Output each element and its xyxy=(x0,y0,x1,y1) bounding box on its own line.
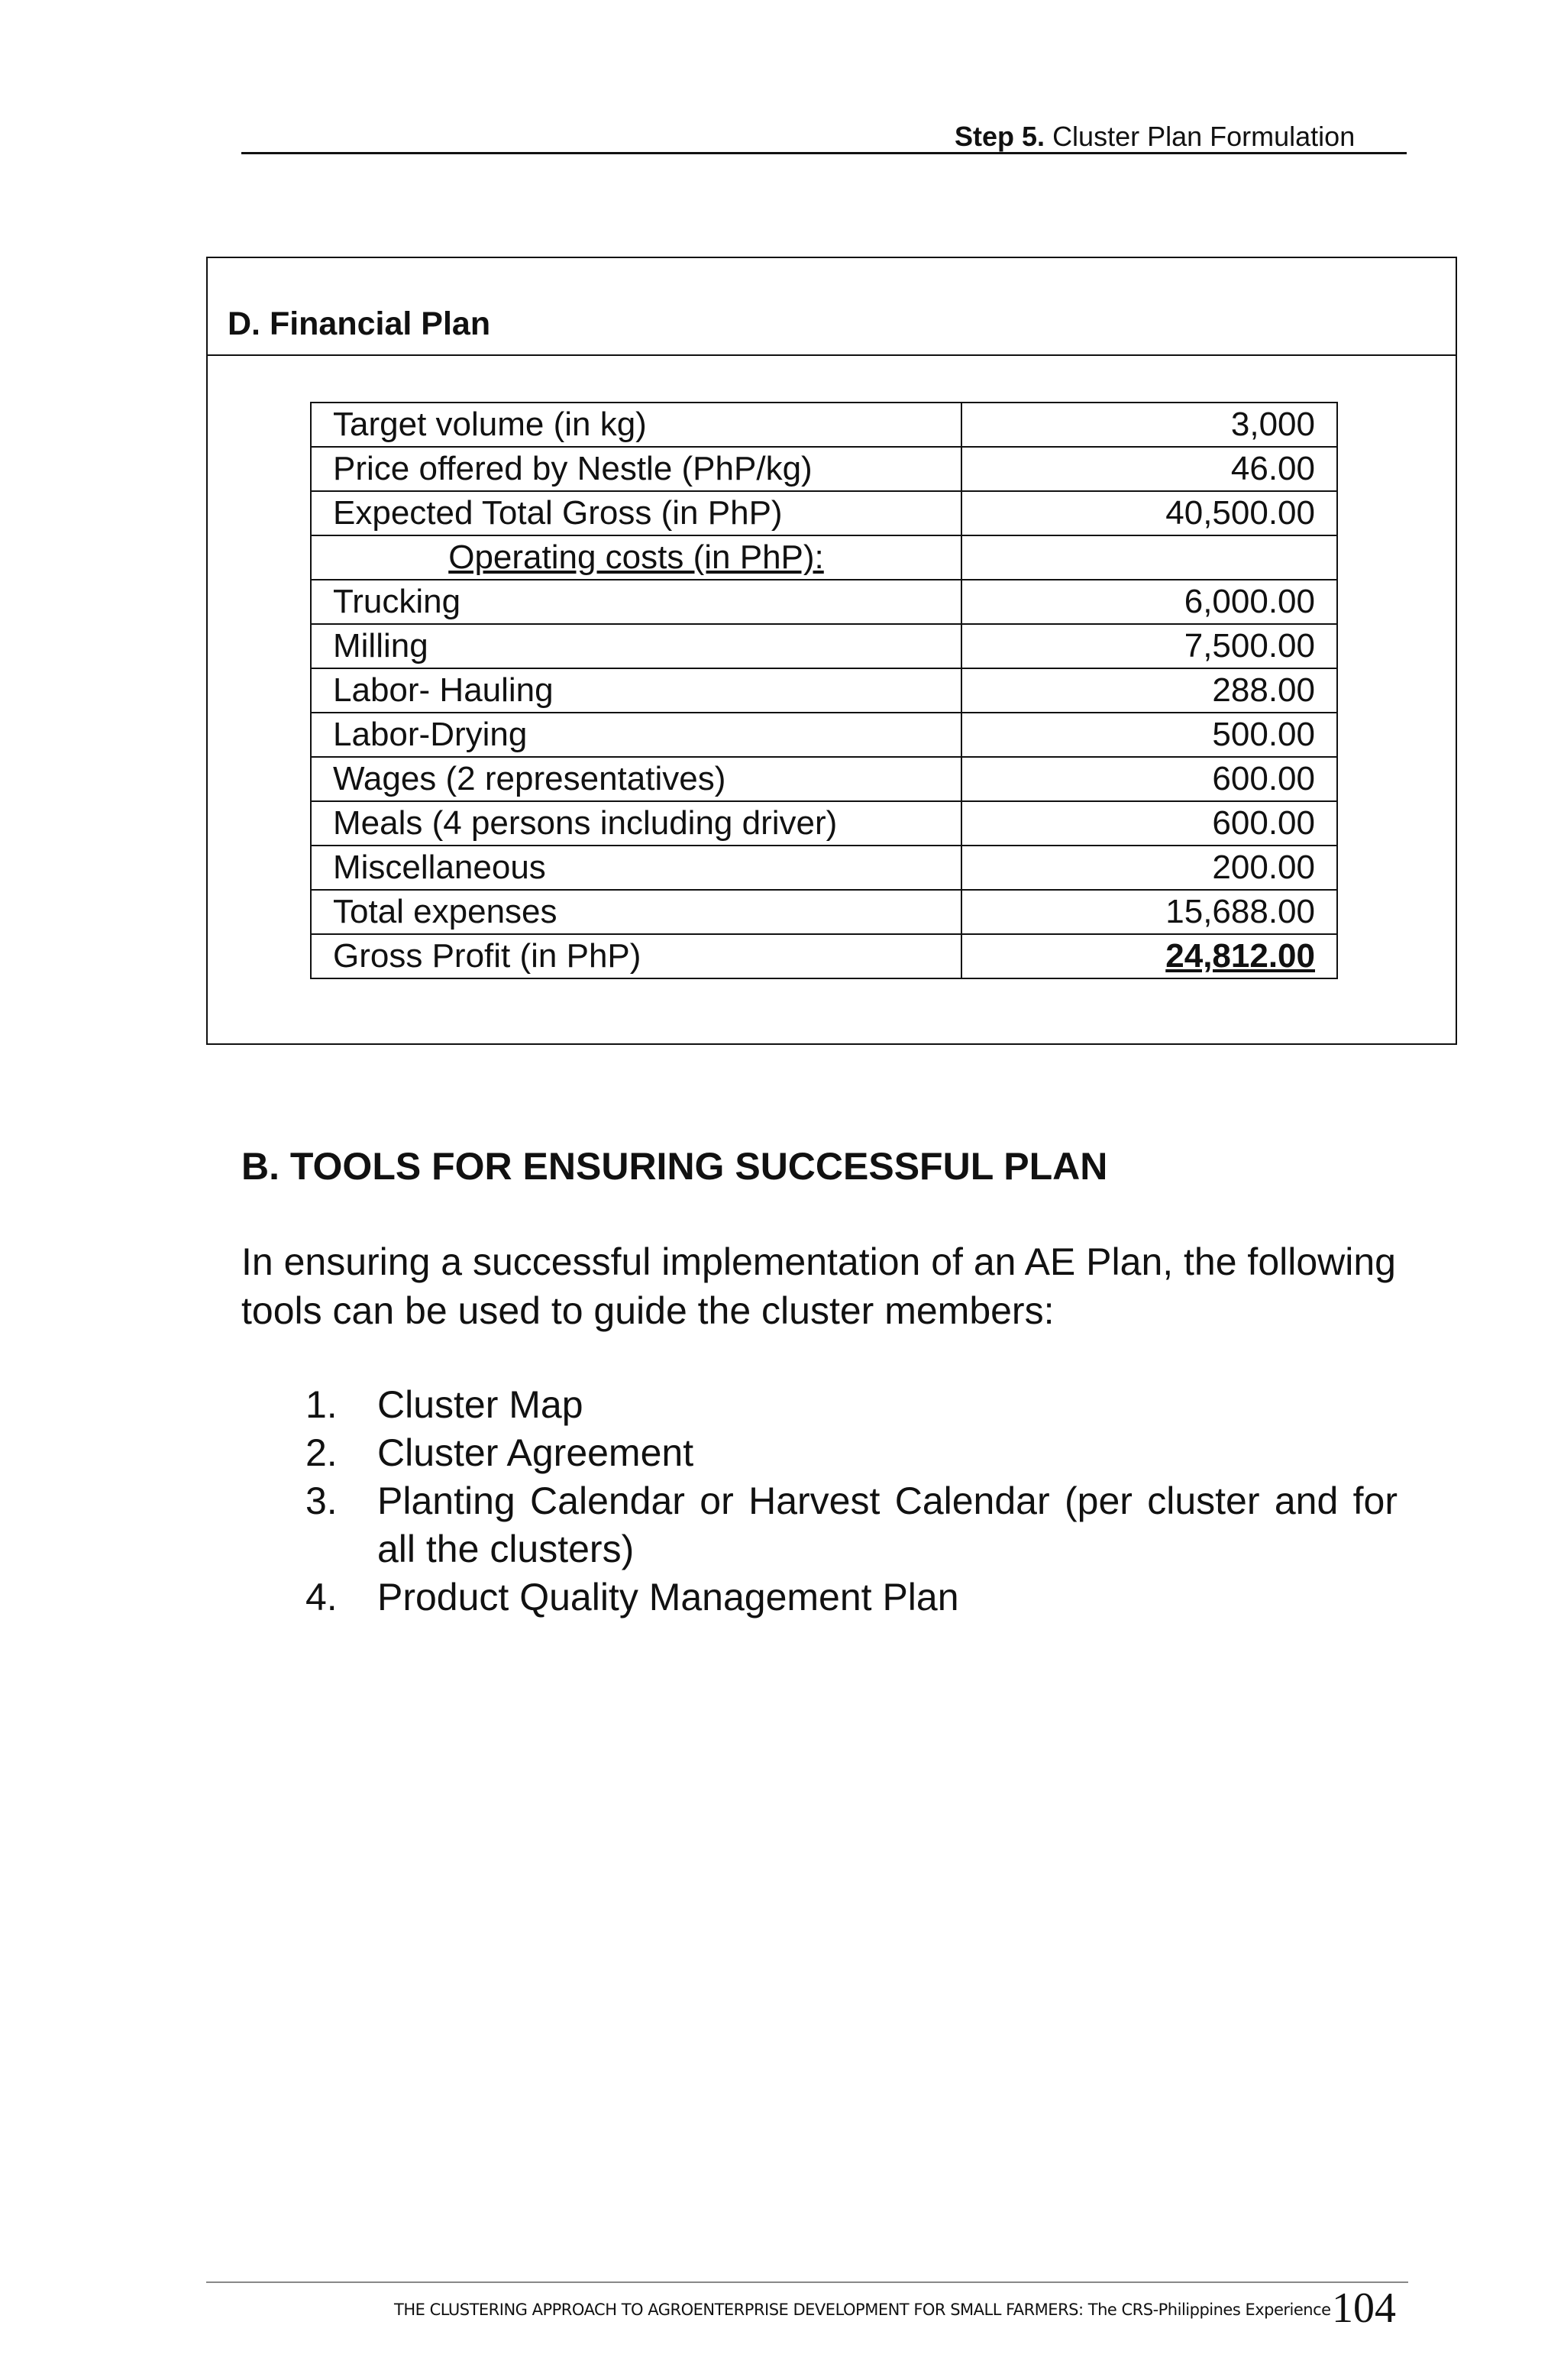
tools-list xyxy=(305,1381,1398,1622)
financial-plan-table xyxy=(310,402,1338,979)
header-title: Cluster Plan Formulation xyxy=(1052,121,1356,152)
row-label: Expected Total Gross (in PhP) xyxy=(311,491,961,535)
table-row xyxy=(311,757,1337,801)
table-row xyxy=(311,890,1337,934)
footer-text: THE CLUSTERING APPROACH TO AGROENTERPRISE DEVELOPMENT FOR SMALL FARMERS: The CRS-Philippines Experience xyxy=(394,2301,1331,2319)
financial-plan-title: D. Financial Plan xyxy=(228,306,491,342)
page-number: 104 xyxy=(1332,2285,1396,2332)
row-value: 40,500.00 xyxy=(961,491,1337,535)
table-row xyxy=(311,535,1337,580)
table-row xyxy=(311,580,1337,624)
list-item xyxy=(305,1429,1398,1477)
financial-plan-box xyxy=(206,257,1457,1045)
list-item-text: Product Quality Management Plan xyxy=(377,1576,959,1618)
row-label: Target volume (in kg) xyxy=(311,403,961,447)
row-label: Trucking xyxy=(311,580,961,624)
row-value: 600.00 xyxy=(961,801,1337,846)
list-item xyxy=(305,1477,1398,1573)
running-header xyxy=(955,121,1355,153)
table-row xyxy=(311,668,1337,713)
row-value xyxy=(961,535,1337,580)
table-row xyxy=(311,403,1337,447)
row-label: Miscellaneous xyxy=(311,846,961,890)
table-row xyxy=(311,846,1337,890)
table-row xyxy=(311,713,1337,757)
list-item-text: Cluster Map xyxy=(377,1383,583,1426)
row-value: 600.00 xyxy=(961,757,1337,801)
table-row xyxy=(311,801,1337,846)
row-label: Price offered by Nestle (PhP/kg) xyxy=(311,447,961,491)
header-rule xyxy=(241,152,1407,154)
financial-plan-title-row xyxy=(208,258,1456,356)
list-number: 2. xyxy=(305,1431,338,1474)
list-item xyxy=(305,1573,1398,1622)
list-number: 4. xyxy=(305,1576,338,1618)
list-number: 1. xyxy=(305,1383,338,1426)
row-value: 200.00 xyxy=(961,846,1337,890)
section-heading: B. TOOLS FOR ENSURING SUCCESSFUL PLAN xyxy=(241,1145,1108,1188)
row-label: Labor- Hauling xyxy=(311,668,961,713)
table-row xyxy=(311,934,1337,978)
row-value: 15,688.00 xyxy=(961,890,1337,934)
table-row xyxy=(311,624,1337,668)
row-value: 7,500.00 xyxy=(961,624,1337,668)
row-label: Labor-Drying xyxy=(311,713,961,757)
row-value: 500.00 xyxy=(961,713,1337,757)
table-row xyxy=(311,447,1337,491)
list-number: 3. xyxy=(305,1479,338,1522)
table-row xyxy=(311,491,1337,535)
row-label: Total expenses xyxy=(311,890,961,934)
header-step: Step 5. xyxy=(955,121,1045,152)
list-item-text: Cluster Agreement xyxy=(377,1431,694,1474)
operating-costs-heading: Operating costs (in PhP): xyxy=(311,535,961,580)
gross-profit-value: 24,812.00 xyxy=(961,934,1337,978)
row-value: 6,000.00 xyxy=(961,580,1337,624)
row-value: 288.00 xyxy=(961,668,1337,713)
footer-rule xyxy=(206,2281,1408,2283)
row-value: 46.00 xyxy=(961,447,1337,491)
row-label: Milling xyxy=(311,624,961,668)
list-item xyxy=(305,1381,1398,1429)
row-label: Wages (2 representatives) xyxy=(311,757,961,801)
row-label: Meals (4 persons including driver) xyxy=(311,801,961,846)
row-label: Gross Profit (in PhP) xyxy=(311,934,961,978)
list-item-text: Planting Calendar or Harvest Calendar (per cluster and for all the clusters) xyxy=(377,1479,1398,1570)
section-paragraph: In ensuring a successful implementation of an AE Plan, the following tools can be used to guide the cluster members: xyxy=(241,1240,1396,1332)
row-value: 3,000 xyxy=(961,403,1337,447)
